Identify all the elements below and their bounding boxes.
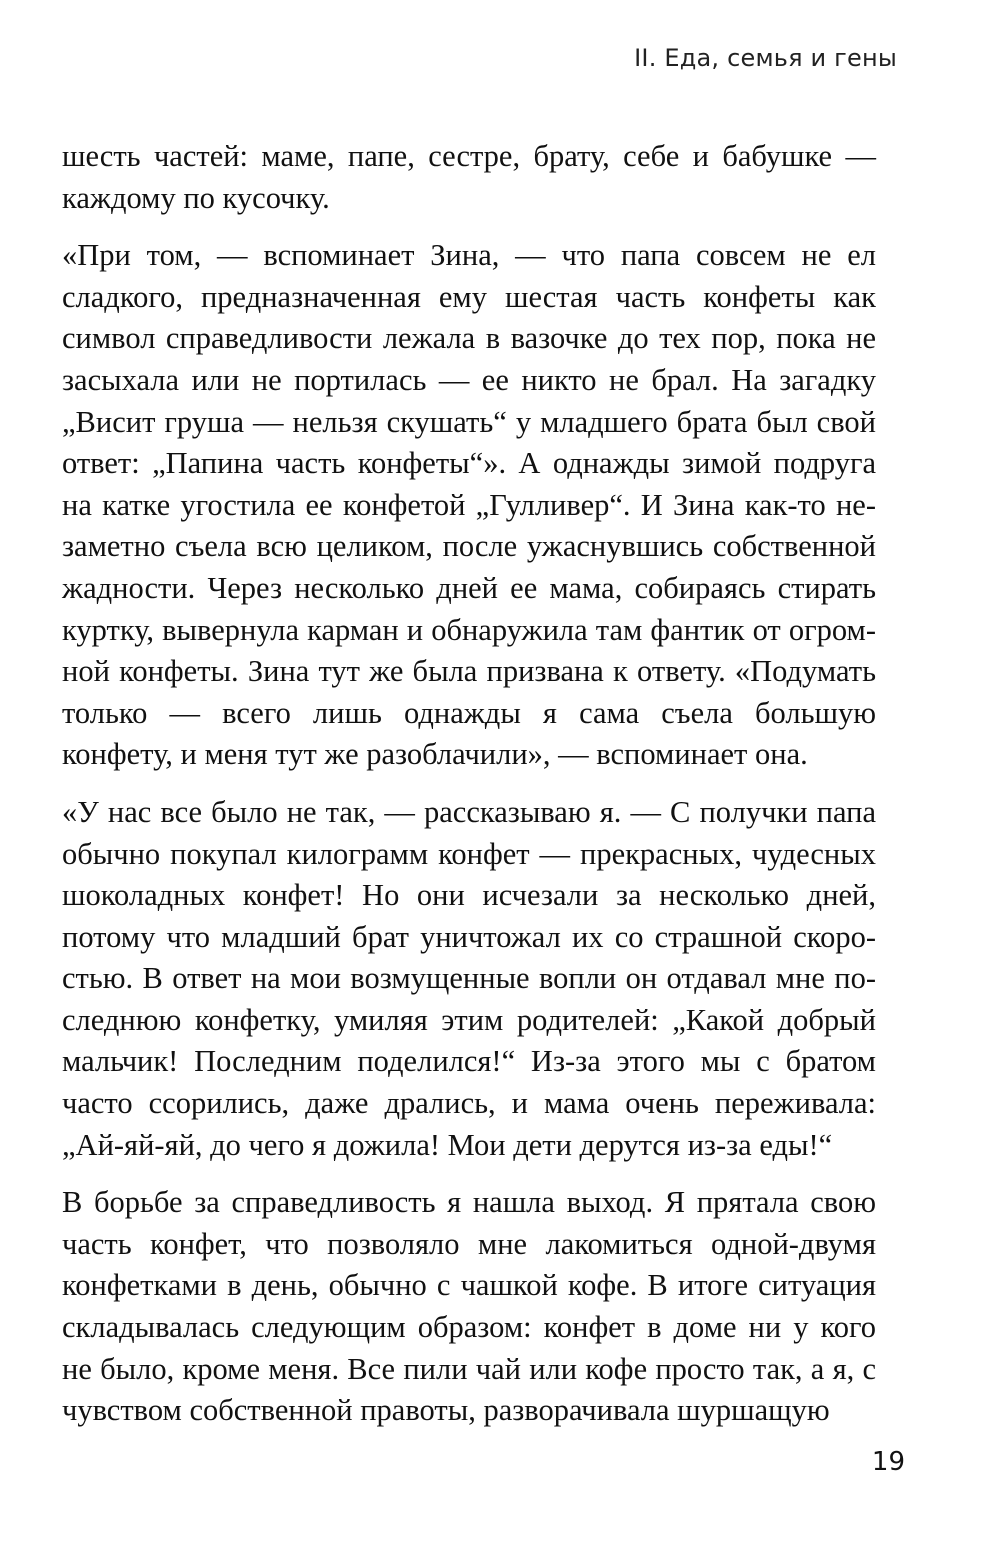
paragraph: В борьбе за справедливость я нашла выход. Я прятала свою часть конфет, что позволяло мне лакомиться одной-двумя конфетками в день, обычно с чашкой кофе. В итоге ситуация складывалась следующим образом: конфет в доме ни у кого не было, кроме меня. Все пили чай или кофе просто так, а я, с чувством собственной правоты, разворачивала шуршащую [62,1185,876,1428]
paragraph: «У нас все было не так, — рассказываю я. — С получки папа обычно покупал килограмм конфет — прекрасных, чудесных шоколадных конфет! Но они исчезали за несколько дней, потому что младший брат уничтожал их со страшной скоростью. В ответ на мои возмущенные вопли он отдавал мне последнюю конфетку, умиляя этим родителей: „Какой добрый мальчик! Последним поделился!“ Из-за этого мы с братом часто ссорились, даже дрались, и мама очень переживала: „Ай-яй-яй, до чего я дожила! Мои дети дерутся из-за еды!“ [62,794,876,1162]
running-header: II. Еда, семья и гены [634,44,897,72]
page-number: 19 [871,1447,905,1477]
paragraph: шесть частей: маме, папе, сестре, брату, себе и бабушке — каждому по кусочку. [62,139,876,215]
paragraph: «При том, — вспоминает Зина, — что папа совсем не ел сладкого, предназначенная ему шестая часть конфеты как символ справедливости лежала в вазочке до тех пор, пока не засыхала или не портилась — ее никто не брал. На загадку „Висит груша — нельзя скушать“ у младшего брата был свой ответ: „Папина часть конфеты“». А однажды зимой подруга на катке угостила ее конфетой „Гулливер“. И Зина как-то незаметно съела всю целиком, после ужаснувшись собственной жадности. Через несколько дней ее мама, собираясь стирать куртку, вывернула карман и обнаружила там фантик от огромной конфеты. Зина тут же была призвана к ответу. «Подумать только — всего лишь однажды я сама съела большую конфету, и меня тут же разоблачили», — вспоминает она. [62,238,876,772]
body-text [62,136,876,1448]
